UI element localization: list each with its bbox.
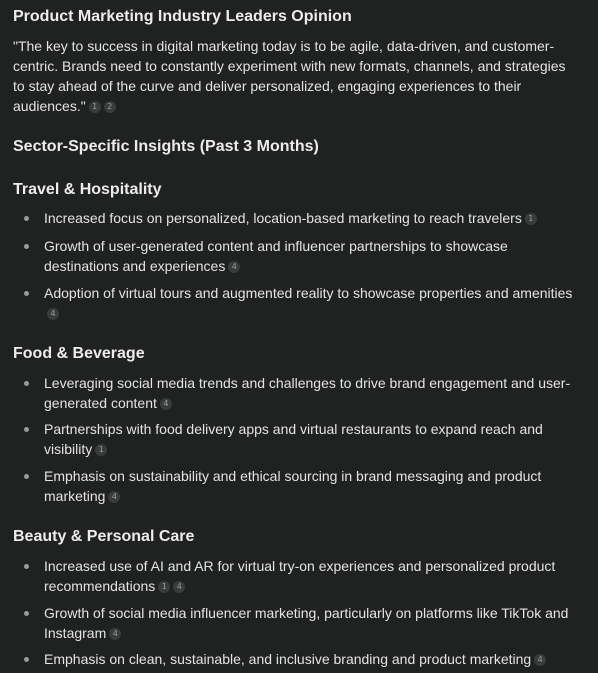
sector-heading-food: Food & Beverage	[13, 345, 145, 362]
list-item-text: Emphasis on sustainability and ethical sourcing in brand messaging and product marketing	[44, 468, 542, 504]
list-item-text: Emphasis on clean, sustainable, and inclusive branding and product marketing	[44, 651, 532, 667]
list-item-text: Increased use of AI and AR for virtual try-on experiences and personalized product recommendations	[44, 558, 556, 594]
citation-badge[interactable]: 4	[109, 628, 121, 640]
citation-badge[interactable]: 4	[173, 581, 185, 593]
list-item	[13, 556, 585, 596]
list-item	[13, 208, 585, 228]
insights-title: Sector-Specific Insights (Past 3 Months)	[13, 138, 319, 155]
citation-badge[interactable]: 1	[158, 581, 170, 593]
list-item	[13, 419, 585, 459]
list-item-text: Increased focus on personalized, location-based marketing to reach travelers	[44, 210, 522, 226]
opinion-quote-text: "The key to success in digital marketing today is to be agile, data-driven, and customer-centric. Brands need to constantly experiment with new formats, channels, and strategies to stay ahead of the curve and deliver personalized, engaging experiences to their audiences."	[13, 38, 566, 114]
bullet-dot	[24, 657, 29, 662]
sector-heading-travel: Travel & Hospitality	[13, 181, 162, 198]
sector-list-beauty-2	[13, 603, 585, 643]
list-item	[13, 649, 585, 669]
list-item	[13, 373, 585, 413]
sector-list-travel	[13, 208, 585, 228]
sector-list-beauty-3	[13, 649, 585, 669]
sector-list-travel-2	[13, 236, 585, 276]
citation-badge[interactable]: 1	[89, 101, 101, 113]
opinion-title: Product Marketing Industry Leaders Opinion	[13, 8, 352, 25]
list-item	[13, 466, 585, 506]
bullet-dot	[24, 474, 29, 479]
opinion-quote	[13, 36, 573, 116]
sector-list-food-3	[13, 466, 585, 506]
bullet-dot	[24, 381, 29, 386]
citation-badge[interactable]: 1	[525, 213, 537, 225]
list-item-text: Growth of social media influencer marketing, particularly on platforms like TikTok and Instagram	[44, 605, 569, 641]
sector-list-beauty	[13, 556, 585, 596]
bullet-dot	[24, 564, 29, 569]
list-item	[13, 603, 585, 643]
bullet-dot	[24, 216, 29, 221]
list-item-text: Partnerships with food delivery apps and virtual restaurants to expand reach and visibility	[44, 421, 543, 457]
bullet-dot	[24, 611, 29, 616]
sector-list-food-2	[13, 419, 585, 459]
list-item	[13, 236, 585, 276]
citation-badge[interactable]: 4	[47, 308, 59, 320]
bullet-dot	[24, 427, 29, 432]
bullet-dot	[24, 244, 29, 249]
citation-badge[interactable]: 4	[534, 654, 546, 666]
list-item-text: Leveraging social media trends and challenges to drive brand engagement and user-generated content	[44, 375, 571, 411]
bullet-dot	[24, 291, 29, 296]
sector-list-food	[13, 373, 585, 413]
list-item-text: Growth of user-generated content and influencer partnerships to showcase destinations and experiences	[44, 238, 508, 274]
sector-heading-beauty: Beauty & Personal Care	[13, 528, 195, 545]
list-item	[13, 283, 585, 323]
citation-badge[interactable]: 4	[160, 398, 172, 410]
list-item-text: Adoption of virtual tours and augmented reality to showcase properties and amenities	[44, 285, 573, 301]
citation-badge[interactable]: 4	[228, 261, 240, 273]
citation-badge[interactable]: 1	[95, 444, 107, 456]
citation-badge[interactable]: 2	[104, 101, 116, 113]
citation-badge[interactable]: 4	[108, 491, 120, 503]
sector-list-travel-3	[13, 283, 585, 323]
